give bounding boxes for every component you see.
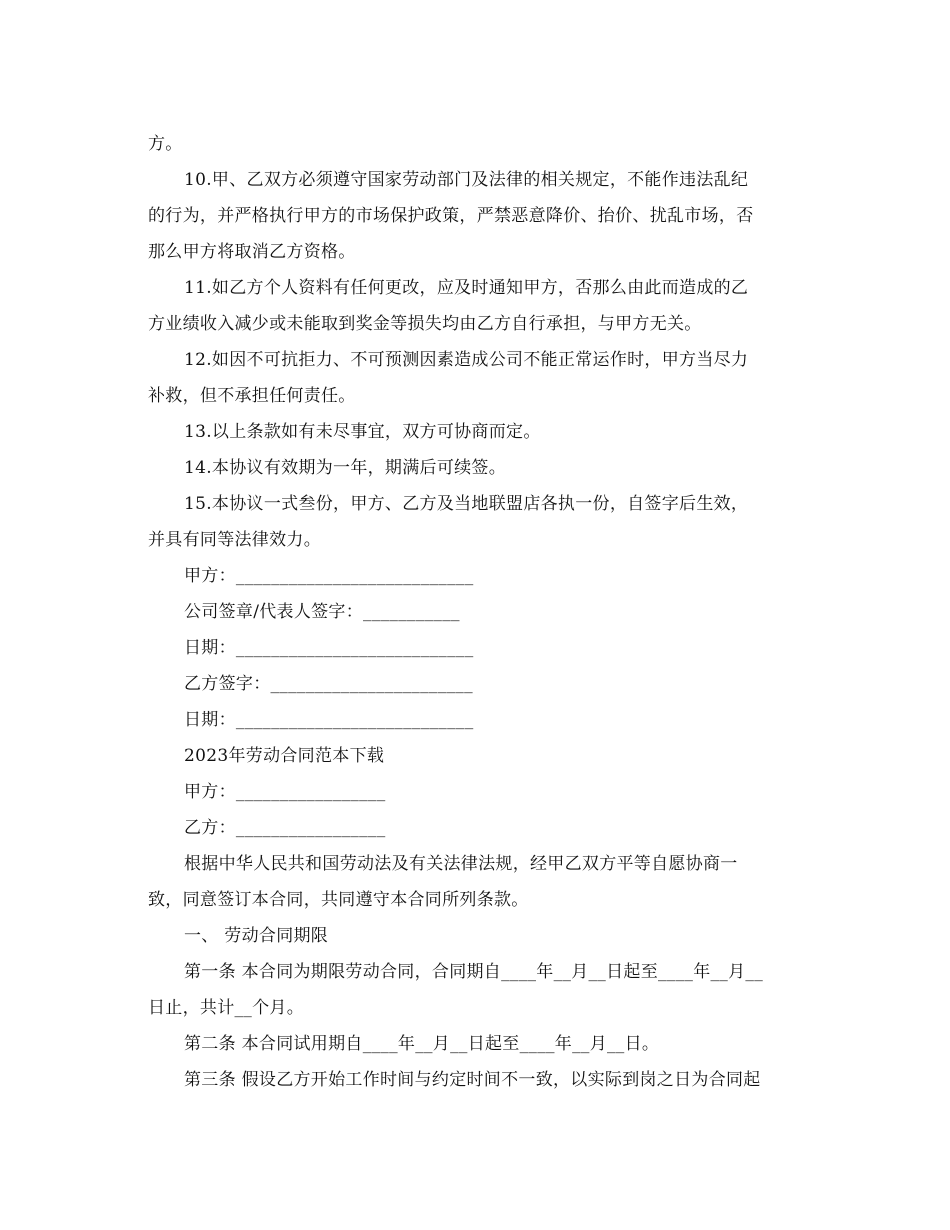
- text-line: 补救，但不承担任何责任。: [148, 386, 356, 406]
- clause-15: 15.本协议一式叁份，甲方、乙方及当地联盟店各执一份，自签字后生效，: [184, 494, 749, 514]
- party-b-signature-line: 乙方签字：_______________________: [184, 674, 473, 694]
- clause-10: 10.甲、乙双方必须遵守国家劳动部门及法律的相关规定，不能作违法乱纪: [184, 170, 749, 190]
- text-line: 致，同意签订本合同，共同遵守本合同所列条款。: [148, 890, 529, 910]
- clause-11: 11.如乙方个人资料有任何更改，应及时通知甲方，否那么由此而造成的乙: [184, 278, 749, 298]
- company-seal-line: 公司签章/代表人签字：___________: [184, 602, 460, 622]
- section-title: 2023年劳动合同范本下载: [184, 746, 385, 766]
- party-b-line: 乙方：_________________: [184, 818, 386, 838]
- party-a-line: 甲方：_________________: [184, 782, 386, 802]
- article-1: 第一条 本合同为期限劳动合同，合同期自____年__月__日起至____年__月__: [184, 962, 764, 982]
- text-line: 并具有同等法律效力。: [148, 530, 321, 550]
- party-a-signature-line: 甲方：___________________________: [184, 566, 474, 586]
- article-3: 第三条 假设乙方开始工作时间与约定时间不一致，以实际到岗之日为合同起: [184, 1070, 761, 1090]
- text-line: 那么甲方将取消乙方资格。: [148, 242, 356, 262]
- text-line: 方业绩收入减少或未能取到奖金等损失均由乙方自行承担，与甲方无关。: [148, 314, 702, 334]
- preamble: 根据中华人民共和国劳动法及有关法律法规，经甲乙双方平等自愿协商一: [184, 854, 738, 874]
- clause-13: 13.以上条款如有未尽事宜，双方可协商而定。: [184, 422, 541, 442]
- article-2: 第二条 本合同试用期自____年__月__日起至____年__月__日。: [184, 1034, 660, 1054]
- text-line: 方。: [148, 134, 183, 154]
- date-line: 日期：___________________________: [184, 710, 474, 730]
- clause-14: 14.本协议有效期为一年，期满后可续签。: [184, 458, 507, 478]
- section-heading: 一、 劳动合同期限: [184, 926, 329, 946]
- clause-12: 12.如因不可抗拒力、不可预测因素造成公司不能正常运作时，甲方当尽力: [184, 350, 749, 370]
- text-line: 的行为，并严格执行甲方的市场保护政策，严禁恶意降价、抬价、扰乱市场，否: [148, 206, 754, 226]
- date-line: 日期：___________________________: [184, 638, 474, 658]
- text-line: 日止，共计__个月。: [148, 998, 304, 1018]
